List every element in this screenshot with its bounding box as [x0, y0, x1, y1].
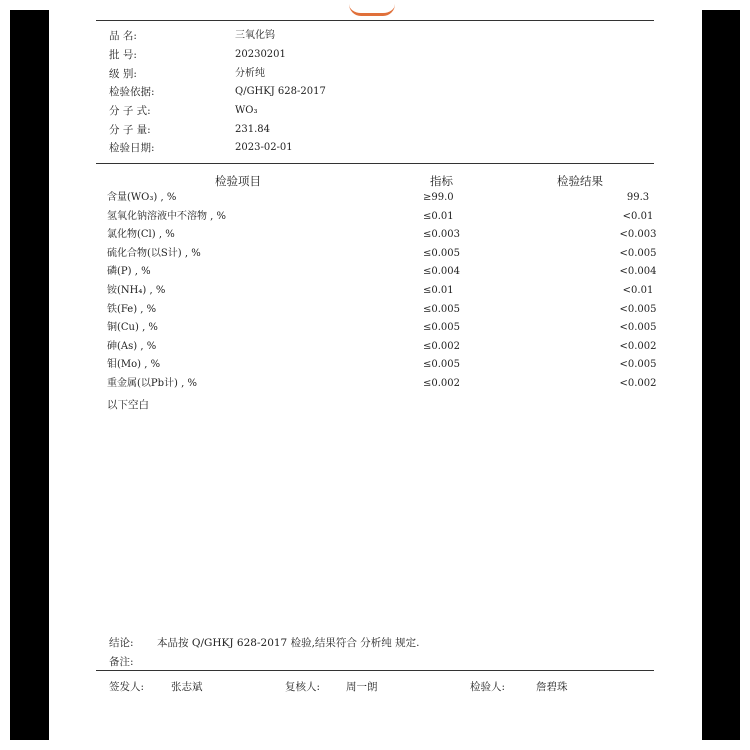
right-black-bar: [702, 10, 740, 740]
field-value: Q/GHKJ 628-2017: [235, 86, 326, 97]
field-label: 批 号:: [109, 49, 137, 61]
inspector-name: 詹碧珠: [536, 681, 568, 693]
table-row: [106, 208, 654, 227]
row-result: 99.3: [626, 192, 650, 203]
table-row: [106, 282, 654, 301]
row-spec: ≤0.003: [423, 229, 461, 241]
row-spec: ≤0.005: [423, 359, 461, 371]
remark: [109, 653, 134, 671]
row-item: 氯化物(Cl) , %: [107, 229, 175, 241]
row-item: 砷(As) , %: [107, 340, 157, 352]
field-value: 20230201: [235, 49, 286, 60]
field-value: 2023-02-01: [235, 142, 293, 153]
field-value: WO₃: [235, 105, 258, 116]
row-item: 铁(Fe) , %: [107, 303, 157, 315]
row-result: <0.005: [619, 322, 657, 334]
field-label: 级 别:: [109, 68, 137, 80]
left-black-bar: [10, 10, 49, 740]
column-header-spec: 指标: [430, 174, 453, 188]
table-row: [106, 189, 654, 208]
row-result: <0.005: [619, 247, 657, 259]
column-header-item: 检验项目: [215, 174, 261, 188]
row-item: 钼(Mo) , %: [107, 359, 161, 371]
reviewer-name: 周一朗: [346, 681, 378, 693]
field-label: 检验依据:: [109, 86, 155, 98]
table-row: [106, 338, 657, 357]
bottom-rule: [96, 670, 654, 671]
row-result: <0.01: [622, 285, 654, 296]
table-row: [106, 301, 657, 320]
field-label: 分 子 式:: [109, 105, 151, 117]
logo-fragment-icon: [349, 4, 395, 16]
field-label: 检验日期:: [109, 142, 155, 154]
row-item: 铵(NH₄) , %: [107, 285, 166, 296]
field-label: 品 名:: [109, 30, 137, 42]
row-result: <0.002: [619, 378, 657, 389]
remark-label: 备注:: [109, 656, 134, 668]
row-spec: ≤0.01: [423, 210, 454, 222]
table-row: [106, 226, 657, 245]
blank-below-note: 以下空白: [107, 399, 149, 411]
row-item: 含量(WO₃) , %: [107, 192, 177, 203]
table-row: [106, 245, 657, 264]
row-result: <0.01: [622, 210, 654, 222]
row-spec: ≤0.005: [423, 322, 461, 334]
row-result: <0.004: [619, 266, 657, 278]
table-top-rule: [96, 163, 654, 164]
row-result: <0.005: [619, 303, 657, 315]
column-header-result: 检验结果: [557, 174, 603, 188]
conclusion-text: 本品按 Q/GHKJ 628-2017 检验,结果符合 分析纯 规定.: [157, 637, 420, 649]
row-spec: ≤0.005: [423, 247, 461, 259]
issuer-name: 张志斌: [171, 681, 203, 693]
field-value: 231.84: [235, 124, 270, 135]
top-rule: [96, 20, 654, 21]
certificate-page: [49, 10, 702, 740]
row-spec: ≤0.002: [423, 378, 461, 389]
table-row: [106, 356, 657, 375]
row-spec: ≤0.004: [423, 266, 461, 278]
row-spec: ≥99.0: [423, 192, 454, 203]
row-item: 氢氧化钠溶液中不溶物 , %: [107, 210, 227, 222]
conclusion-label: 结论:: [109, 637, 134, 649]
row-spec: ≤0.002: [423, 340, 461, 352]
table-row: [106, 263, 657, 282]
reviewer-label: 复核人:: [285, 681, 321, 693]
row-item: 铜(Cu) , %: [107, 322, 158, 334]
table-row: [106, 319, 657, 338]
inspector-label: 检验人:: [470, 681, 506, 693]
issuer-label: 签发人:: [109, 681, 145, 693]
row-result: <0.003: [619, 229, 657, 241]
field-value: 分析纯: [235, 68, 265, 79]
row-item: 磷(P) , %: [107, 266, 151, 278]
row-item: 重金属(以Pb计) , %: [107, 378, 197, 389]
conclusion: [109, 634, 419, 652]
row-result: <0.005: [619, 359, 657, 371]
row-spec: ≤0.005: [423, 303, 461, 315]
field-label: 分 子 量:: [109, 124, 151, 136]
field-value: 三氧化钨: [235, 30, 275, 41]
row-result: <0.002: [619, 340, 657, 352]
table-row: [106, 375, 657, 394]
row-item: 硫化合物(以S计) , %: [107, 247, 201, 259]
row-spec: ≤0.01: [423, 285, 454, 296]
